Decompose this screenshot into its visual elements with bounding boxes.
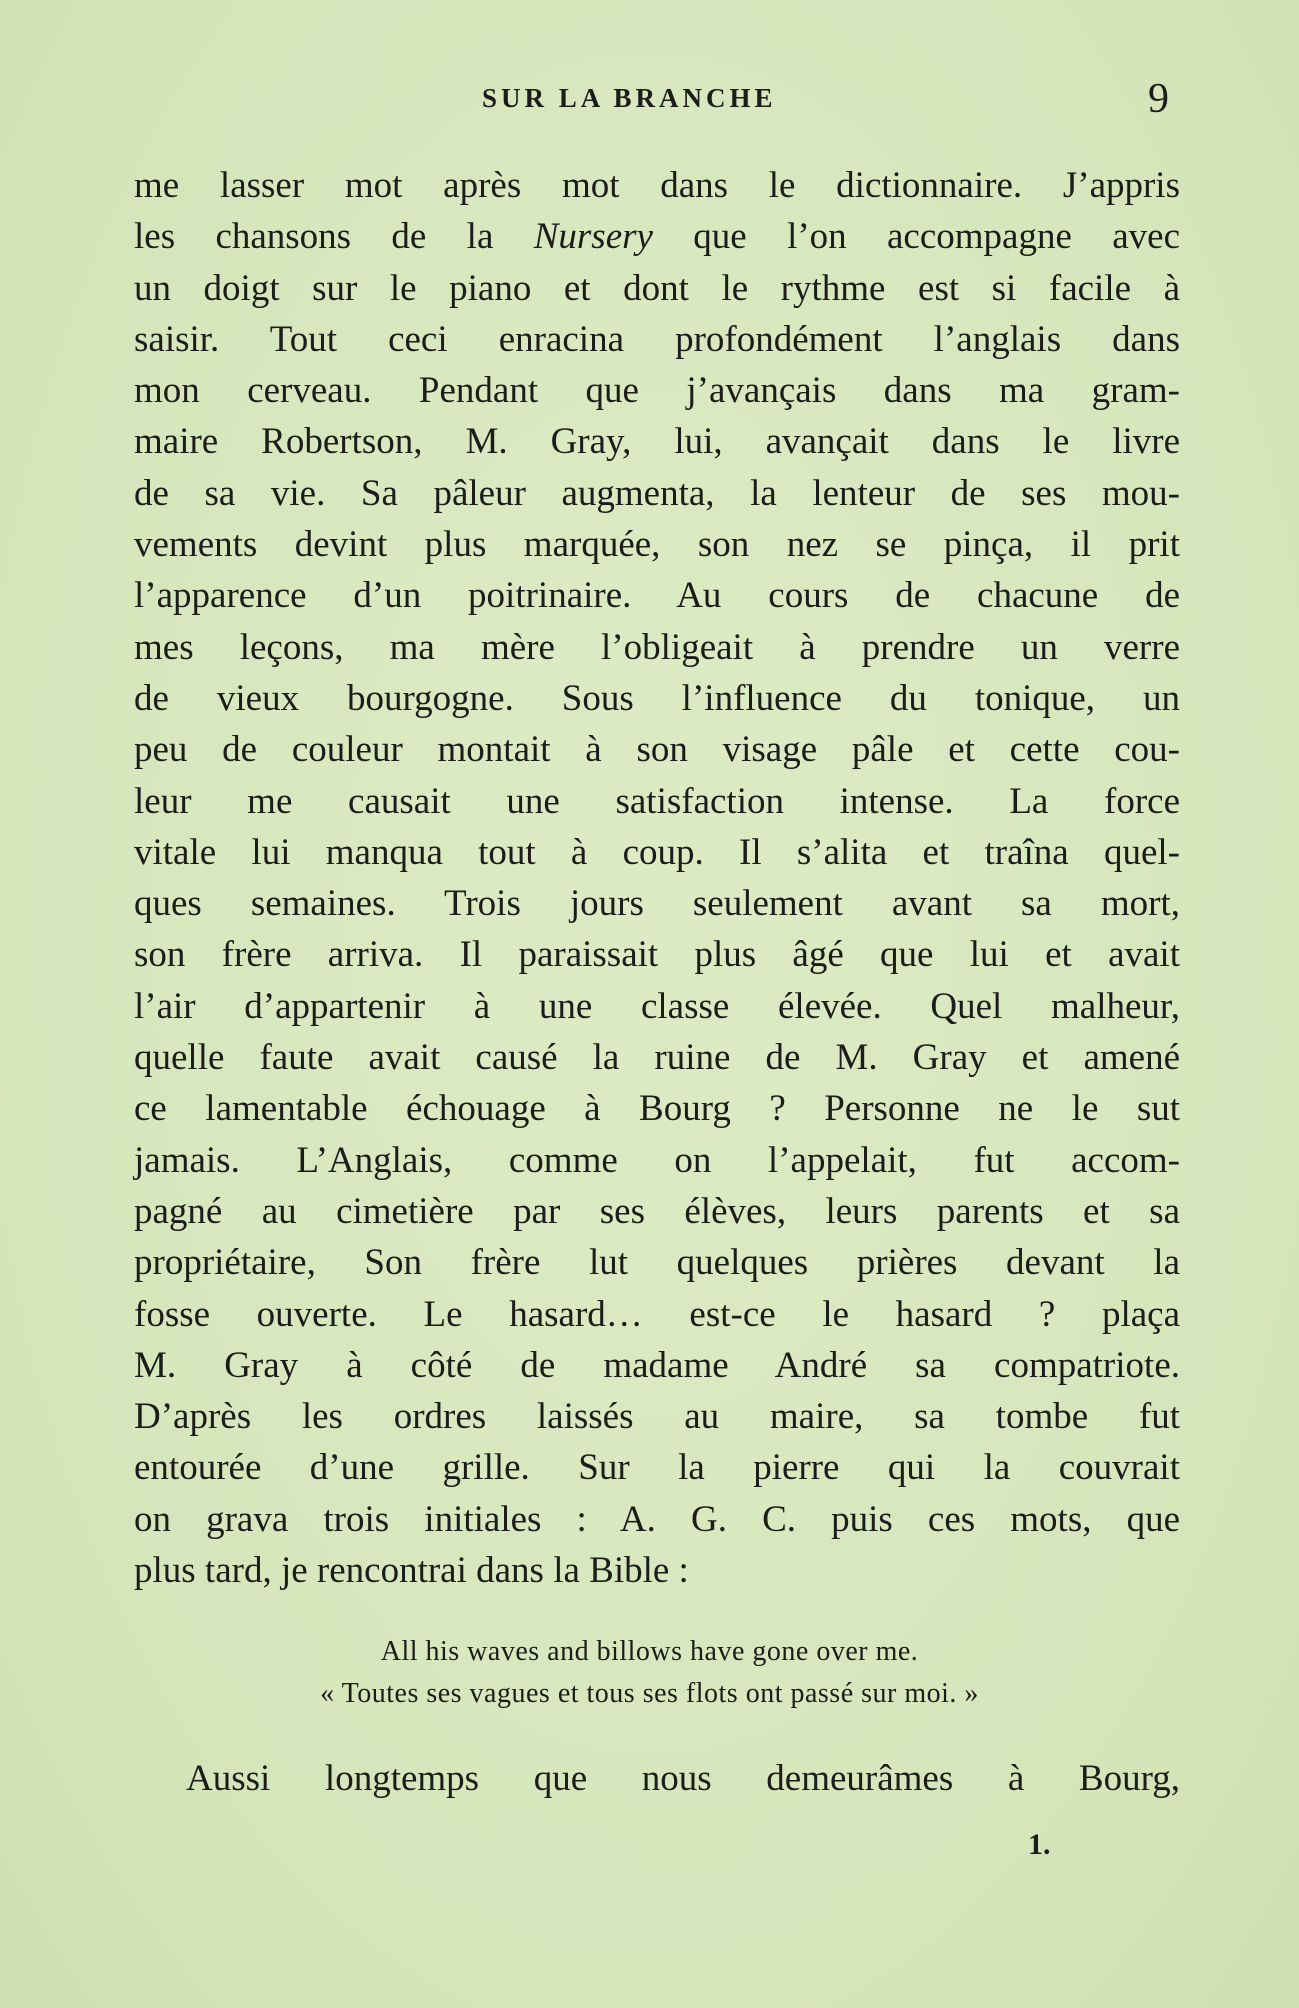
text-line: on grava trois initiales : A. G. C. puis ces mots, que [134, 1498, 1180, 1540]
text-line: l’apparence d’un poitrinaire. Au cours de chacune de [134, 575, 1180, 617]
signature-mark: 1. [1028, 1828, 1051, 1861]
text-line-start: les chansons de la [134, 216, 534, 258]
page-number: 9 [1148, 76, 1169, 122]
text-line: un doigt sur le piano et dont le rythme est si facile à [134, 267, 1180, 309]
text-line: peu de couleur montait à son visage pâle et cette cou- [134, 729, 1180, 771]
text-line: plus tard, je rencontrai dans la Bible : [134, 1550, 689, 1592]
text-line: de sa vie. Sa pâleur augmenta, la lenteur de ses mou- [134, 472, 1180, 514]
text-line: vements devint plus marquée, son nez se pinça, il prit [134, 524, 1180, 566]
text-line: entourée d’une grille. Sur la pierre qui la couvrait [134, 1447, 1180, 1489]
text-line: leur me causait une satisfaction intense. La force [134, 780, 1180, 822]
text-line: son frère arriva. Il paraissait plus âgé que lui et avait [134, 934, 1180, 976]
text-line: quelle faute avait causé la ruine de M. Gray et amené [134, 1037, 1180, 1079]
epigraph-french: « Toutes ses vagues et tous ses flots ont passé sur moi. » [320, 1678, 979, 1709]
text-line-end: que l’on accompagne avec [652, 216, 1181, 258]
text-line: jamais. L’Anglais, comme on l’appelait, fut accom- [134, 1139, 1180, 1181]
text-line: D’après les ordres laissés au maire, sa tombe fut [134, 1396, 1180, 1438]
text-line: me lasser mot après mot dans le dictionnaire. J’appris [134, 165, 1180, 206]
text-line: mes leçons, ma mère l’obligeait à prendre un verre [134, 626, 1180, 668]
text-line [134, 211, 1180, 262]
text-line: fosse ouverte. Le hasard… est-ce le hasard ? plaça [134, 1293, 1180, 1335]
text-line: vitale lui manqua tout à coup. Il s’alita et traîna quel- [134, 831, 1180, 873]
text-line: M. Gray à côté de madame André sa compatriote. [134, 1344, 1180, 1386]
text-line: maire Robertson, M. Gray, lui, avançait dans le livre [134, 421, 1180, 463]
paragraph-continuation: Aussi longtemps que nous demeurâmes à Bourg, [186, 1758, 1180, 1799]
italic-word: Nursery [533, 216, 653, 258]
text-line: saisir. Tout ceci enracina profondément l’anglais dans [134, 318, 1180, 360]
text-line: propriétaire, Son frère lut quelques prières devant la [134, 1242, 1180, 1284]
running-title: SUR LA BRANCHE [482, 83, 777, 113]
text-line: l’air d’appartenir à une classe élevée. Quel malheur, [134, 985, 1180, 1027]
text-line: ques semaines. Trois jours seulement avant sa mort, [134, 883, 1180, 925]
epigraph-english: All his waves and billows have gone over me. [380, 1636, 919, 1667]
text-line: ce lamentable échouage à Bourg ? Personne ne le sut [134, 1088, 1180, 1130]
text-line: de vieux bourgogne. Sous l’influence du tonique, un [134, 677, 1180, 719]
text-line: pagné au cimetière par ses élèves, leurs parents et sa [134, 1190, 1180, 1232]
text-line: mon cerveau. Pendant que j’avançais dans ma gram- [134, 370, 1180, 412]
body-text [134, 160, 1180, 1596]
